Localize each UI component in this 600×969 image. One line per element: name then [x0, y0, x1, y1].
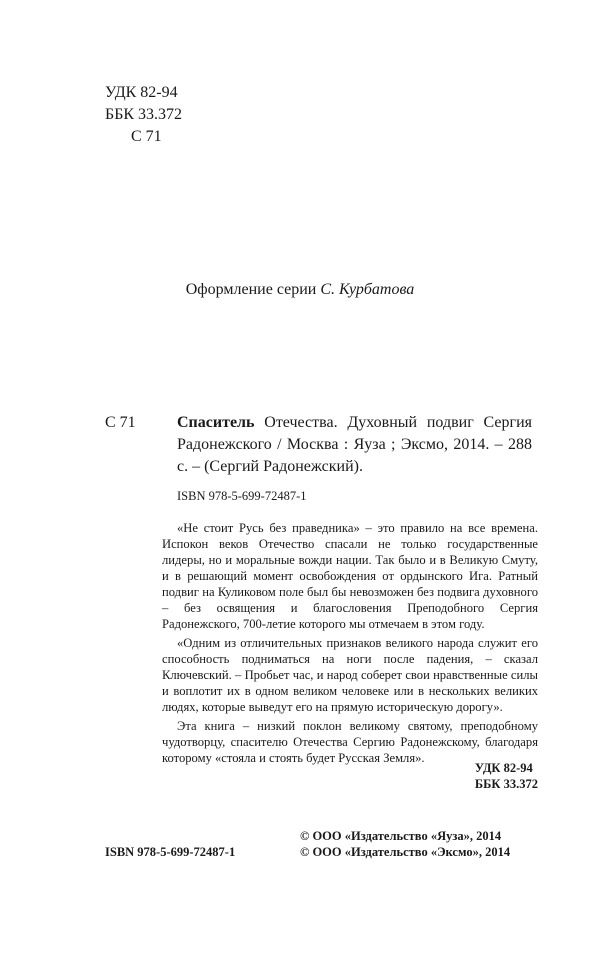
copyright-yauza: © ООО «Издательство «Яуза», 2014	[300, 829, 502, 843]
bottom-classification	[475, 760, 538, 792]
udk-code: УДК 82-94	[105, 84, 178, 101]
bottom-udk-code: УДК 82-94	[474, 761, 533, 775]
bottom-bbk-code: ББК 33.372	[474, 777, 538, 791]
catalog-entry	[177, 412, 532, 478]
annotation-paragraph: «Не стоит Русь без праведника» – это правило на все времена. Испокон веков Отечество спасали не только государственные лидеры, но и моральные вожди нации. Так было и в Великую Смуту, и в решающий момент освобождения от ордынского Ига. Ратный подвиг на Куликовом поле был бы невозможен без подвига духовного – без освящения и благословения Преподобного Сергия Радонежского, 700-летие которого мы отмечаем в этом году.	[162, 521, 538, 631]
annotation-paragraph: «Одним из отличительных признаков великого народа служит его способность подниматься на ноги после падения, – сказал Ключевский. – Пробьет час, и народ соберет свои нравственные силы и воплотит их в одном великом человеке или в нескольких великих людях, которые выведут его на прямую историческую дорогу».	[162, 636, 538, 714]
design-credit-label: Оформление серии	[185, 281, 321, 298]
series-design-credit	[0, 280, 600, 300]
copyright-block	[300, 828, 510, 860]
classification-block	[105, 82, 182, 148]
catalog-author-sign: С 71	[105, 414, 136, 431]
catalog-isbn: ISBN 978-5-699-72487-1	[177, 489, 307, 503]
annotation	[162, 520, 538, 769]
annotation-paragraph: Эта книга – низкий поклон великому святому, преподобному чудотворцу, спасителю Отечества Сергию Радонежскому, благодаря которому «стояла и стоять будет Русская Земля».	[162, 719, 538, 765]
designer-name: С. Курбатова	[320, 281, 415, 298]
bbk-code: ББК 33.372	[105, 106, 183, 123]
catalog-description: Отечества. Духовный подвиг Сергия Радонежского / Москва : Яуза ; Эксмо, 2014. – 288 с. – (Сергий Радонежский).	[177, 414, 532, 475]
author-sign: С 71	[131, 128, 162, 145]
copyright-eksmo: © ООО «Издательство «Эксмо», 2014	[300, 845, 511, 859]
catalog-title: Спаситель	[177, 414, 255, 431]
bottom-isbn: ISBN 978-5-699-72487-1	[105, 845, 236, 859]
